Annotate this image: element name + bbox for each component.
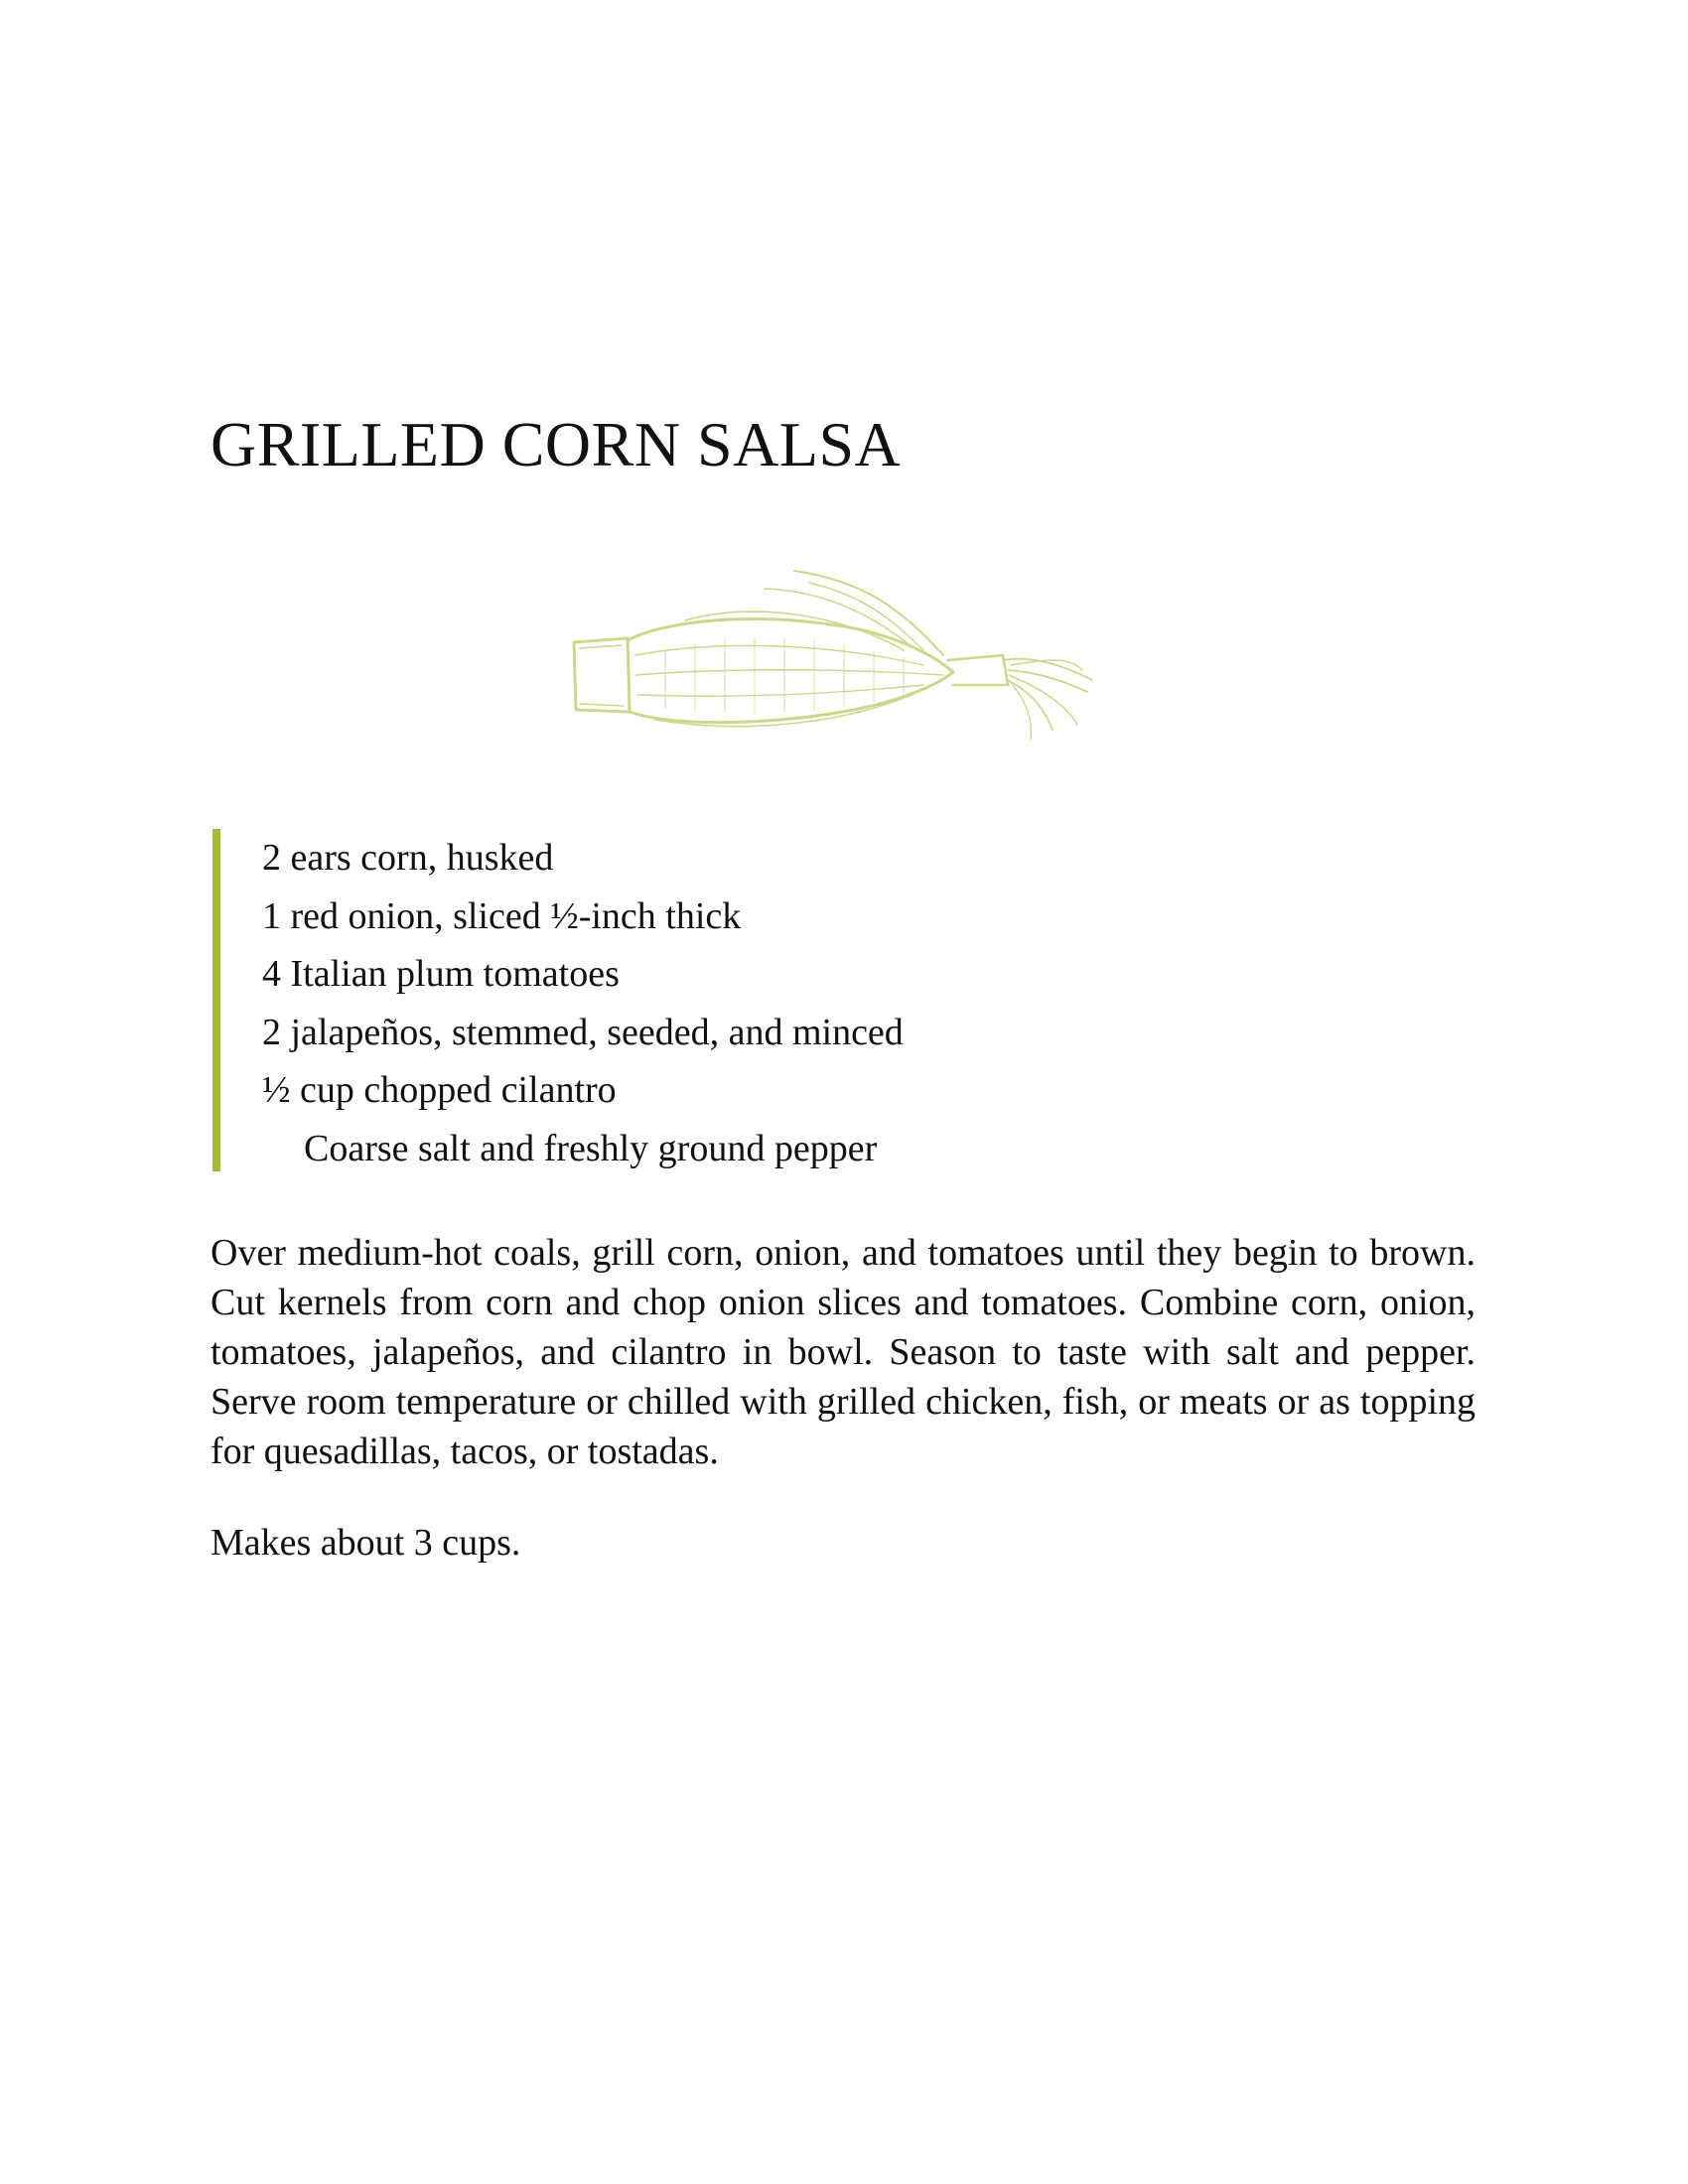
recipe-yield: Makes about 3 cups. (211, 1522, 521, 1564)
ingredient-item: 2 ears corn, husked (262, 837, 554, 879)
corn-cob-icon (566, 561, 1102, 750)
ingredient-item: 2 jalapeños, stemmed, seeded, and minced (262, 1011, 904, 1053)
ingredient-list (212, 829, 1205, 1171)
ingredient-item: 4 Italian plum tomatoes (262, 953, 620, 995)
recipe-directions: Over medium-hot coals, grill corn, onion, and tomatoes until they begin to brown. Cut kernels from corn and chop onion slices and tomatoes. Combine corn, onion, tomatoes, jalapeños, and cilantro in bowl. Season to taste with salt and pepper. Serve room temperature or chilled with grilled chicken, fish, or meats or as topping for quesadillas, tacos, or tostadas. (211, 1232, 1476, 1472)
recipe-title: GRILLED CORN SALSA (211, 409, 902, 479)
ingredient-item: ½ cup chopped cilantro (262, 1069, 617, 1111)
ingredient-item: 1 red onion, sliced ½-inch thick (262, 894, 742, 937)
ingredient-item: Coarse salt and freshly ground pepper (304, 1127, 878, 1169)
